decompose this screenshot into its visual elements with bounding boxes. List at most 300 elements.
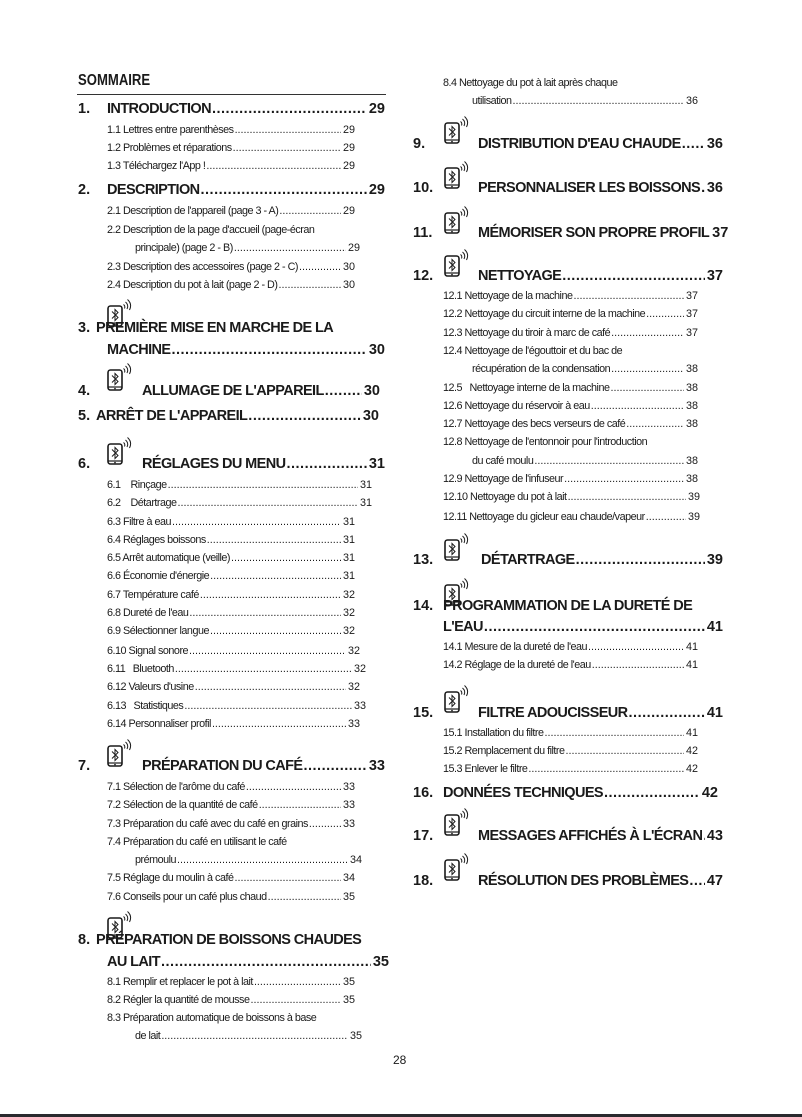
toc-entry-7-3[interactable] [107, 818, 355, 830]
entry-page: 29 [342, 160, 355, 172]
toc-entry-14-2[interactable] [443, 659, 698, 671]
leader-dots [604, 785, 700, 801]
toc-title: SOMMAIRE [78, 72, 151, 89]
toc-entry-6-1[interactable] [107, 479, 372, 491]
entry-title: DISTRIBUTION D'EAU CHAUDE [478, 136, 681, 152]
toc-entry-6-6[interactable] [107, 570, 355, 582]
leader-dots [172, 516, 341, 528]
entry-label-cont: utilisation [472, 95, 512, 107]
toc-entry-personnaliser-boissons[interactable] [478, 180, 723, 196]
toc-entry-1-2[interactable] [107, 142, 355, 154]
toc-entry-boissons-lait[interactable] [107, 954, 389, 970]
bluetooth-phone-icon [443, 532, 469, 562]
entry-page: 37 [712, 225, 729, 241]
toc-entry-6-8[interactable] [107, 607, 355, 619]
entry-page: 41 [706, 619, 723, 635]
leader-dots [168, 479, 358, 491]
toc-entry-12-2[interactable] [443, 308, 698, 320]
entry-label: 6.12 Valeurs d'usine [107, 681, 194, 693]
entry-title: ALLUMAGE DE L'APPAREIL [142, 383, 324, 399]
entry-label: 1.2 Problèmes et réparations [107, 142, 232, 154]
leader-dots [279, 205, 341, 217]
toc-entry-7-6[interactable] [107, 891, 355, 903]
toc-entry-6-11[interactable] [107, 663, 366, 675]
leader-dots [646, 511, 686, 523]
leader-dots [161, 1030, 348, 1042]
entry-page: 32 [342, 589, 355, 601]
entry-page: 29 [368, 182, 385, 198]
toc-entry-12-10[interactable] [443, 491, 700, 503]
toc-entry-1-3[interactable] [107, 160, 355, 172]
toc-entry-12-7[interactable] [443, 418, 698, 430]
leader-dots [184, 700, 352, 712]
toc-entry-12-9[interactable] [443, 473, 698, 485]
entry-title[interactable]: PRÉPARATION DE BOISSONS CHAUDES [96, 932, 362, 948]
entry-label: 2.1 Description de l'appareil (page 3 - A) [107, 205, 279, 217]
entry-title: MESSAGES AFFICHÉS À L'ÉCRAN [478, 828, 703, 844]
entry-label: 12.2 Nettoyage du circuit interne de la machine [443, 308, 646, 320]
entry-label: 6.8 Dureté de l'eau [107, 607, 189, 619]
entry-label: 6.9 Sélectionner langue [107, 625, 209, 637]
section-number: 10. [413, 180, 434, 196]
entry-page: 33 [342, 781, 355, 793]
entry-label: 6.4 Réglages boissons [107, 534, 206, 546]
toc-entry-preparation-cafe[interactable] [142, 758, 385, 774]
section-number: 3. [78, 320, 91, 336]
entry-page: 34 [349, 854, 362, 866]
entry-page: 36 [685, 95, 698, 107]
entry-label: 8.1 Remplir et replacer le pot à lait [107, 976, 253, 988]
entry-label-cont: du café moulu [472, 455, 534, 467]
entry-label-cont: récupération de la condensation [472, 363, 611, 375]
entry-page: 31 [359, 497, 372, 509]
entry-label: 6.6 Économie d'énergie [107, 570, 210, 582]
leader-dots [189, 645, 346, 657]
bluetooth-phone-icon [443, 807, 469, 837]
leader-dots [254, 976, 341, 988]
entry-page: 37 [685, 327, 698, 339]
entry-page: 38 [685, 473, 698, 485]
leader-dots [626, 418, 684, 430]
leader-dots [246, 781, 341, 793]
leader-dots [286, 456, 366, 472]
entry-title[interactable]: PROGRAMMATION DE LA DURETÉ DE [443, 598, 693, 614]
toc-entry-arret[interactable] [96, 408, 379, 424]
entry-page: 31 [342, 534, 355, 546]
bluetooth-phone-icon [106, 436, 132, 466]
page-number: 28 [393, 1053, 407, 1067]
entry-page: 35 [342, 976, 355, 988]
leader-dots [566, 745, 684, 757]
entry-page: 33 [342, 818, 355, 830]
toc-entry-nettoyage[interactable] [478, 268, 723, 284]
entry-label: 12.7 Nettoyage des becs verseurs de café [443, 418, 626, 430]
toc-entry-6-2[interactable] [107, 497, 372, 509]
entry-page: 36 [706, 180, 723, 196]
entry-page: 31 [342, 516, 355, 528]
toc-entry-6-13[interactable] [107, 700, 366, 712]
entry-page: 42 [685, 745, 698, 757]
entry-page: 37 [685, 308, 698, 320]
entry-page: 30 [342, 279, 355, 291]
entry-label: 7.6 Conseils pour un café plus chaud [107, 891, 267, 903]
toc-entry-12-8[interactable] [472, 455, 698, 467]
leader-dots [309, 818, 341, 830]
toc-entry-12-4[interactable] [472, 363, 698, 375]
entry-page: 29 [342, 124, 355, 136]
toc-entry-12-5[interactable] [443, 382, 698, 394]
entry-label: 6.3 Filtre à eau [107, 516, 172, 528]
section-number: 14. [413, 598, 434, 614]
toc-entry-durete-eau[interactable] [443, 619, 723, 635]
bluetooth-phone-icon [443, 684, 469, 714]
leader-dots [248, 408, 361, 424]
toc-entry-detartrage[interactable] [481, 552, 723, 568]
toc-entry-donnees-techniques[interactable] [443, 785, 718, 801]
entry-page: 33 [347, 718, 360, 730]
entry-title: PRÉPARATION DU CAFÉ [142, 758, 303, 774]
leader-dots [231, 552, 341, 564]
leader-dots [528, 763, 684, 775]
entry-page: 32 [353, 663, 366, 675]
leader-dots [207, 534, 341, 546]
leader-dots [177, 854, 348, 866]
section-number: 16. [413, 785, 434, 801]
bluetooth-phone-icon [106, 362, 132, 392]
section-number: 8. [78, 932, 91, 948]
toc-entry-eau-chaude[interactable] [478, 136, 723, 152]
entry-title-cont: MACHINE [107, 342, 171, 358]
entry-page: 32 [342, 607, 355, 619]
toc-entry-12-3[interactable] [443, 327, 698, 339]
leader-dots [235, 124, 341, 136]
entry-page: 39 [706, 552, 723, 568]
entry-label: 6.7 Température café [107, 589, 199, 601]
leader-dots [562, 268, 705, 284]
leader-dots [200, 589, 341, 601]
entry-page: 29 [368, 101, 385, 117]
entry-label: 12.10 Nettoyage du pot à lait [443, 491, 567, 503]
leader-dots [568, 491, 686, 503]
entry-page: 41 [685, 641, 698, 653]
entry-label[interactable]: 2.2 Description de la page d'accueil (page-écran [107, 224, 315, 236]
leader-dots [610, 382, 684, 394]
section-number: 5. [78, 408, 91, 424]
toc-entry-7-4[interactable] [135, 854, 362, 866]
leader-dots [513, 95, 684, 107]
bluetooth-phone-icon [443, 115, 469, 145]
entry-title: INTRODUCTION [107, 101, 211, 117]
entry-title: ARRÊT DE L'APPAREIL [96, 408, 248, 424]
entry-page: 36 [706, 136, 723, 152]
toc-entry-filtre-adoucisseur[interactable] [478, 705, 723, 721]
toc-entry-introduction[interactable] [107, 101, 385, 117]
entry-title: FILTRE ADOUCISSEUR [478, 705, 628, 721]
toc-entry-6-3[interactable] [107, 516, 355, 528]
leader-dots [629, 705, 705, 721]
toc-entry-8-2[interactable] [107, 994, 355, 1006]
toc-entry-12-11[interactable] [443, 511, 700, 523]
entry-title-cont: AU LAIT [107, 954, 160, 970]
section-number: 12. [413, 268, 434, 284]
leader-dots [195, 681, 346, 693]
entry-label[interactable]: 7.4 Préparation du café en utilisant le café [107, 836, 287, 848]
entry-label: 15.3 Enlever le filtre [443, 763, 528, 775]
entry-page: 29 [342, 205, 355, 217]
toc-entry-12-6[interactable] [443, 400, 698, 412]
entry-label: 2.4 Description du pot à lait (page 2 - D) [107, 279, 278, 291]
section-number: 15. [413, 705, 434, 721]
entry-page: 47 [706, 873, 723, 889]
leader-dots [299, 261, 341, 273]
leader-dots [611, 327, 684, 339]
entry-label[interactable]: 8.3 Préparation automatique de boissons à base [107, 1012, 317, 1024]
leader-dots [591, 400, 684, 412]
entry-label: 12.6 Nettoyage du réservoir à eau [443, 400, 590, 412]
entry-label: 7.3 Préparation du café avec du café en grains [107, 818, 308, 830]
entry-page: 41 [706, 705, 723, 721]
toc-entry-memoriser-profil[interactable] [478, 225, 729, 241]
title-rule [77, 94, 386, 95]
entry-page: 39 [687, 511, 700, 523]
entry-label: 8.2 Régler la quantité de mousse [107, 994, 250, 1006]
toc-entry-12-1[interactable] [443, 290, 698, 302]
entry-page: 37 [706, 268, 723, 284]
toc-entry-allumage[interactable] [142, 383, 380, 399]
entry-label: 6.13 Statistiques [107, 700, 184, 712]
entry-page: 38 [685, 455, 698, 467]
entry-label: 6.11 Bluetooth [107, 663, 174, 675]
entry-page: 38 [685, 363, 698, 375]
leader-dots [178, 497, 358, 509]
entry-page: 33 [353, 700, 366, 712]
leader-dots [278, 279, 341, 291]
entry-title: PERSONNALISER LES BOISSONS [478, 180, 701, 196]
leader-dots [703, 828, 704, 844]
toc-entry-8-4[interactable] [472, 95, 698, 107]
entry-label[interactable]: 8.4 Nettoyage du pot à lait après chaque [443, 77, 618, 89]
toc-entry-2-3[interactable] [107, 261, 355, 273]
entry-page: 42 [701, 785, 718, 801]
leader-dots [212, 101, 367, 117]
entry-page: 30 [342, 261, 355, 273]
entry-title[interactable]: PREMIÈRE MISE EN MARCHE DE LA [96, 320, 334, 336]
leader-dots [611, 363, 684, 375]
entry-label-cont: de lait [135, 1030, 161, 1042]
entry-title: DÉTARTRAGE [481, 552, 575, 568]
toc-entry-premiere-mise-en-marche[interactable] [107, 342, 385, 358]
bluetooth-phone-icon [443, 852, 469, 882]
toc-entry-reglages-menu[interactable] [142, 456, 385, 472]
entry-label: 6.1 Rinçage [107, 479, 167, 491]
toc-entry-6-4[interactable] [107, 534, 355, 546]
leader-dots [592, 659, 684, 671]
leader-dots [545, 727, 684, 739]
toc-entry-6-7[interactable] [107, 589, 355, 601]
entry-page: 30 [363, 383, 380, 399]
entry-page: 31 [342, 552, 355, 564]
entry-page: 41 [685, 659, 698, 671]
entry-label: 14.2 Réglage de la dureté de l'eau [443, 659, 591, 671]
toc-entry-7-2[interactable] [107, 799, 355, 811]
leader-dots [564, 473, 684, 485]
entry-label: 1.1 Lettres entre parenthèses [107, 124, 234, 136]
toc-entry-2-4[interactable] [107, 279, 355, 291]
section-number: 2. [78, 182, 91, 198]
leader-dots [234, 872, 341, 884]
entry-page: 31 [359, 479, 372, 491]
entry-page: 38 [685, 400, 698, 412]
toc-entry-14-1[interactable] [443, 641, 698, 653]
entry-page: 38 [685, 418, 698, 430]
section-number: 9. [413, 136, 426, 152]
leader-dots [573, 290, 684, 302]
entry-label: 7.5 Réglage du moulin à café [107, 872, 234, 884]
leader-dots [210, 570, 341, 582]
toc-entry-2-1[interactable] [107, 205, 355, 217]
entry-page: 35 [342, 891, 355, 903]
leader-dots [576, 552, 705, 568]
bluetooth-phone-icon [443, 248, 469, 278]
entry-label: 12.5 Nettoyage interne de la machine [443, 382, 610, 394]
leader-dots [171, 342, 366, 358]
entry-label: 12.1 Nettoyage de la machine [443, 290, 573, 302]
section-number: 4. [78, 383, 91, 399]
entry-page: 33 [368, 758, 385, 774]
leader-dots [588, 641, 684, 653]
entry-page: 31 [342, 570, 355, 582]
toc-entry-6-9[interactable] [107, 625, 355, 637]
entry-page: 42 [685, 763, 698, 775]
toc-entry-7-5[interactable] [107, 872, 355, 884]
leader-dots [268, 891, 341, 903]
leader-dots [682, 136, 705, 152]
section-number: 1. [78, 101, 91, 117]
leader-dots [250, 994, 341, 1006]
entry-label: 14.1 Mesure de la dureté de l'eau [443, 641, 588, 653]
entry-label: 7.1 Sélection de l'arôme du café [107, 781, 245, 793]
entry-label-cont: prémoulu [135, 854, 177, 866]
entry-label: 12.3 Nettoyage du tiroir à marc de café [443, 327, 611, 339]
entry-page: 34 [342, 872, 355, 884]
leader-dots [161, 954, 371, 970]
leader-dots [189, 607, 341, 619]
leader-dots [701, 180, 705, 196]
entry-label: 6.5 Arrêt automatique (veille) [107, 552, 231, 564]
leader-dots [175, 663, 352, 675]
toc-entry-2-2[interactable] [135, 242, 360, 254]
entry-title: RÉSOLUTION DES PROBLÈMES [478, 873, 689, 889]
leader-dots [689, 873, 704, 889]
toc-entry-6-12[interactable] [107, 681, 360, 693]
entry-page: 35 [372, 954, 389, 970]
section-number: 7. [78, 758, 91, 774]
entry-title: DONNÉES TECHNIQUES [443, 785, 603, 801]
toc-entry-resolution-problemes[interactable] [478, 873, 723, 889]
entry-label: 1.3 Téléchargez l'App ! [107, 160, 206, 172]
entry-title: NETTOYAGE [478, 268, 562, 284]
entry-page: 31 [368, 456, 385, 472]
entry-page: 29 [347, 242, 360, 254]
bluetooth-phone-icon [443, 160, 469, 190]
entry-label[interactable]: 12.4 Nettoyage de l'égouttoir et du bac de [443, 345, 623, 357]
entry-title: MÉMORISER SON PROPRE PROFIL [478, 225, 710, 241]
toc-entry-6-5[interactable] [107, 552, 355, 564]
leader-dots [210, 625, 341, 637]
entry-label: 2.3 Description des accessoires (page 2 - C) [107, 261, 299, 273]
toc-entry-8-1[interactable] [107, 976, 355, 988]
leader-dots [212, 718, 346, 730]
entry-page: 37 [685, 290, 698, 302]
entry-page: 38 [685, 382, 698, 394]
entry-page: 30 [368, 342, 385, 358]
section-number: 6. [78, 456, 91, 472]
entry-label: 6.14 Personnaliser profil [107, 718, 211, 730]
entry-page: 39 [687, 491, 700, 503]
toc-entry-8-3[interactable] [135, 1030, 362, 1042]
entry-label[interactable]: 12.8 Nettoyage de l'entonnoir pour l'introduction [443, 436, 648, 448]
section-number: 17. [413, 828, 434, 844]
leader-dots [303, 758, 366, 774]
toc-entry-messages-ecran[interactable] [478, 828, 723, 844]
entry-label: 12.9 Nettoyage de l'infuseur [443, 473, 564, 485]
entry-page: 30 [362, 408, 379, 424]
toc-entry-7-1[interactable] [107, 781, 355, 793]
section-number: 11. [413, 225, 433, 241]
section-number: 13. [413, 552, 434, 568]
entry-label: 7.2 Sélection de la quantité de café [107, 799, 258, 811]
entry-page: 32 [342, 625, 355, 637]
toc-entry-15-3[interactable] [443, 763, 698, 775]
entry-title-cont: L'EAU [443, 619, 483, 635]
entry-title: RÉGLAGES DU MENU [142, 456, 286, 472]
entry-label: 12.11 Nettoyage du gicleur eau chaude/vapeur [443, 511, 645, 523]
toc-entry-6-10[interactable] [107, 645, 360, 657]
entry-label-cont: principale) (page 2 - B) [135, 242, 233, 254]
entry-page: 43 [706, 828, 723, 844]
toc-entry-description[interactable] [107, 182, 385, 198]
entry-label: 6.10 Signal sonore [107, 645, 189, 657]
entry-label: 6.2 Détartrage [107, 497, 177, 509]
toc-entry-15-1[interactable] [443, 727, 698, 739]
bluetooth-phone-icon [443, 205, 469, 235]
toc-entry-15-2[interactable] [443, 745, 698, 757]
leader-dots [534, 455, 684, 467]
leader-dots [234, 242, 346, 254]
toc-entry-1-1[interactable] [107, 124, 355, 136]
leader-dots [206, 160, 341, 172]
leader-dots [325, 383, 362, 399]
entry-label: 15.1 Installation du filtre [443, 727, 544, 739]
entry-title: DESCRIPTION [107, 182, 200, 198]
entry-page: 32 [347, 681, 360, 693]
entry-page: 35 [349, 1030, 362, 1042]
entry-page: 29 [342, 142, 355, 154]
bluetooth-phone-icon [106, 738, 132, 768]
entry-page: 32 [347, 645, 360, 657]
leader-dots [484, 619, 705, 635]
leader-dots [233, 142, 341, 154]
leader-dots [646, 308, 684, 320]
toc-entry-6-14[interactable] [107, 718, 360, 730]
entry-page: 35 [342, 994, 355, 1006]
leader-dots [259, 799, 341, 811]
section-number: 18. [413, 873, 434, 889]
entry-page: 41 [685, 727, 698, 739]
entry-page: 33 [342, 799, 355, 811]
leader-dots [201, 182, 367, 198]
entry-label: 15.2 Remplacement du filtre [443, 745, 565, 757]
